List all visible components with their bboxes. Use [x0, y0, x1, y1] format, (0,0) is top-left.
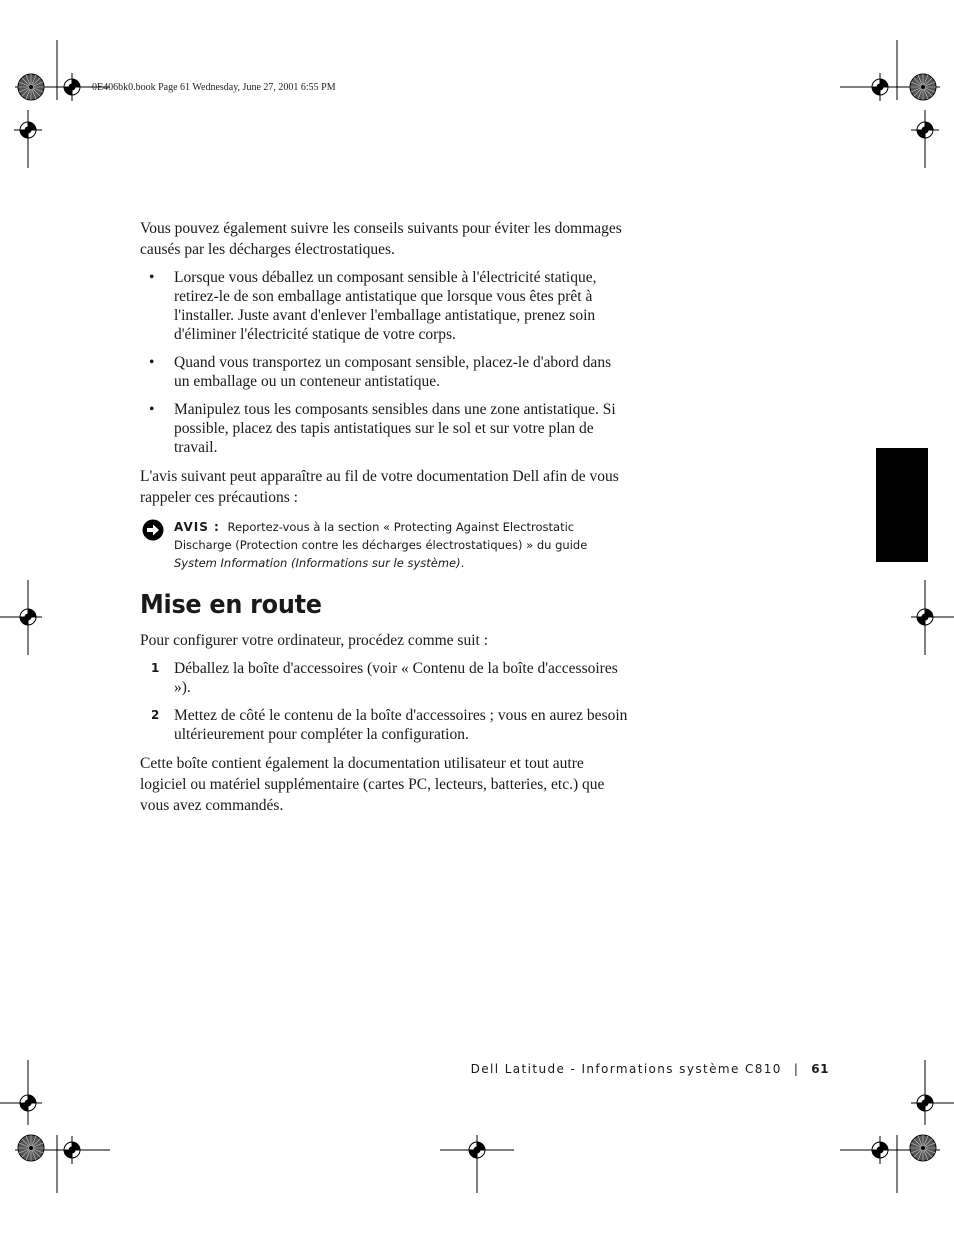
print-slug: 0E406bk0.book Page 61 Wednesday, June 27, 2001 6:55 PM [92, 82, 336, 93]
notice-end: . [460, 556, 465, 570]
bullet-list [140, 268, 630, 457]
section-thumb-tab [876, 448, 928, 562]
page-content [140, 218, 630, 824]
footer-separator: | [793, 1062, 800, 1076]
step-number: 1 [151, 661, 160, 675]
notice-guide-title: System Information (Informations sur le système) [174, 556, 461, 570]
notice-label: AVIS : [174, 520, 220, 534]
warning-paragraph: L'avis suivant peut apparaître au fil de votre documentation Dell afin de vous rappeler ces précautions : [140, 468, 619, 506]
bullet-glyph: • [149, 401, 155, 418]
intro-paragraph: Vous pouvez également suivre les conseils suivants pour éviter les dommages causés par les décharges électrostatiques. [140, 220, 622, 258]
setup-intro: Pour configurer votre ordinateur, procédez comme suit : [140, 632, 489, 649]
footer-title: Dell Latitude - Informations système C810 [470, 1062, 782, 1076]
list-item: 1 Déballez la boîte d'accessoires (voir « Contenu de la boîte d'accessoires »). [151, 660, 618, 696]
section-heading: Mise en route [140, 590, 322, 620]
list-item: • Manipulez tous les composants sensibles dans une zone antistatique. Si possible, placez des tapis antistatiques sur le sol et sur votre plan de travail. [149, 401, 616, 456]
step-number: 2 [151, 708, 160, 722]
bullet-glyph: • [149, 269, 155, 286]
page-footer [471, 1062, 829, 1076]
notice-box [140, 518, 630, 572]
arrow-right-circle-icon [142, 519, 164, 541]
page-number: 61 [811, 1062, 829, 1076]
list-item: • Lorsque vous déballez un composant sensible à l'électricité statique, retirez-le de son emballage antistatique que lorsque vous êtes prêt à l'installer. Juste avant d'enlever l'emballage antistatique, prenez soin d'éliminer l'électricité statique de votre corps. [149, 269, 597, 343]
notice-text: Reportez-vous à la section « Protecting Against Electrostatic Discharge (Protection contre les décharges électrostatiques) » du guide [174, 520, 588, 552]
bullet-glyph: • [149, 354, 155, 371]
closing-paragraph: Cette boîte contient également la documentation utilisateur et tout autre logiciel ou matériel supplémentaire (cartes PC, lecteurs, batteries, etc.) que vous avez commandés. [140, 755, 605, 814]
list-item: • Quand vous transportez un composant sensible, placez-le d'abord dans un emballage ou un conteneur antistatique. [149, 354, 612, 390]
steps-list [140, 659, 630, 744]
list-item: 2 Mettez de côté le contenu de la boîte d'accessoires ; vous en aurez besoin ultérieurement pour compléter la configuration. [151, 707, 628, 743]
